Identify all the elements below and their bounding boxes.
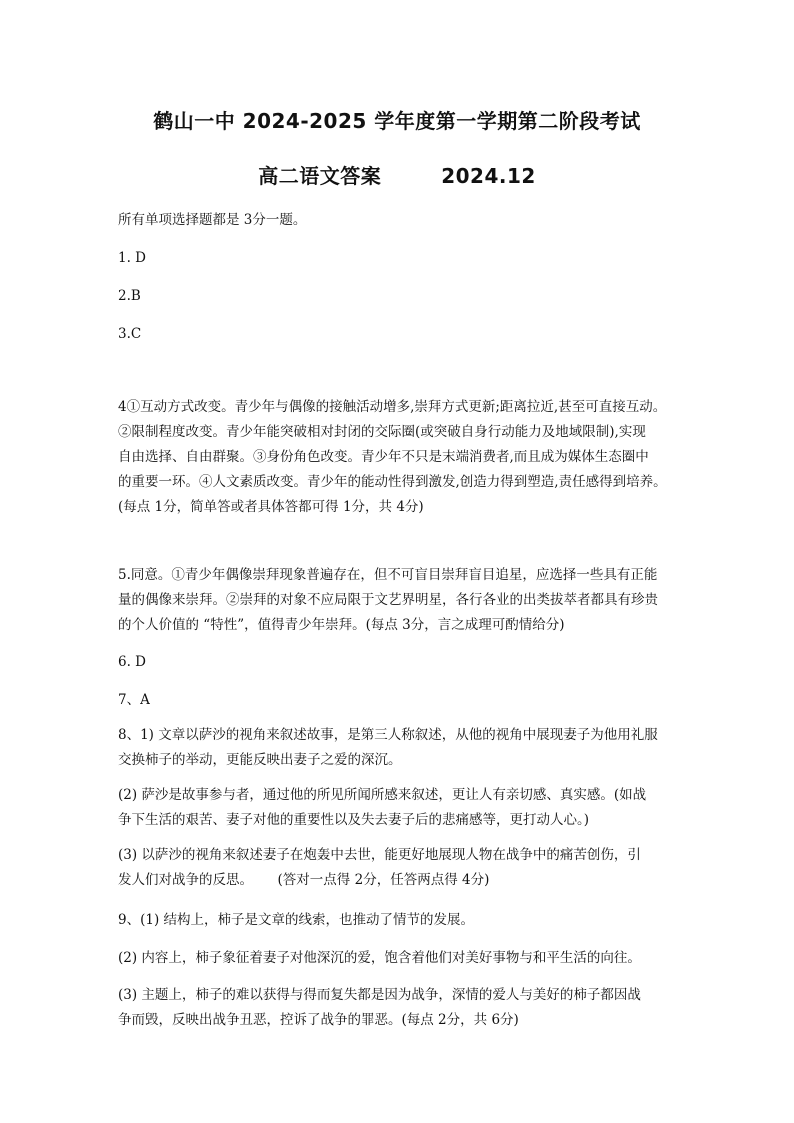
subtitle-text: 高二语文答案: [258, 164, 382, 188]
answer-q8-line: 8、1) 文章以萨沙的视角来叙述故事，是第三人称叙述，从他的视角中展现妻子为他用礼服: [118, 727, 658, 743]
answer-q4-line: ②限制程度改变。青少年能突破相对封闭的交际圈(或突破自身行动能力及地域限制),实现: [118, 424, 646, 440]
answer-q8-line: (2) 萨沙是故事参与者，通过他的所见所闻所感来叙述，更让人有亲切感、真实感。(如战: [118, 787, 647, 803]
answer-q9-part1: 9、(1) 结构上，柿子是文章的线索，也推动了情节的发展。: [118, 912, 475, 928]
answer-q3: 3.C: [118, 326, 142, 342]
answer-q5-line: 5.同意。①青少年偶像崇拜现象普遍存在，但不可盲目崇拜盲目追星，应选择一些具有正能: [118, 567, 658, 583]
answer-q8-line: (3) 以萨沙的视角来叙述妻子在炮轰中去世，能更好地展现人物在战争中的痛苦创伤，引: [118, 847, 641, 863]
answer-q5-line: 的个人价值的 “特性”，值得青少年崇拜。(每点 3分，言之成理可酌情给分): [118, 617, 565, 633]
exam-title: 鹤山一中 2024-2025 学年度第一学期第二阶段考试: [153, 109, 641, 133]
answer-q7: 7、A: [118, 692, 150, 708]
intro-text: 所有单项选择题都是 3分一题。: [118, 212, 307, 228]
exam-subtitle: [0, 160, 794, 189]
answer-q4-line: 4①互动方式改变。青少年与偶像的接触活动增多,崇拜方式更新;距离拉近,甚至可直接互动。: [118, 399, 667, 415]
answer-q8-line: 争下生活的艰苦、妻子对他的重要性以及失去妻子后的悲痛感等，更打动人心。): [118, 812, 590, 828]
answer-q9-part3: [118, 983, 690, 1033]
answer-q5-line: 量的偶像来崇拜。②崇拜的对象不应局限于文艺界明星，各行各业的出类拔萃者都具有珍贵: [118, 592, 658, 608]
answer-q6: 6. D: [118, 654, 146, 670]
answer-q4: [118, 395, 690, 520]
answer-q9-part2: (2) 内容上，柿子象征着妻子对他深沉的爱，饱含着他们对美好事物与和平生活的向往。: [118, 950, 641, 966]
exam-date: 2024.12: [441, 164, 536, 188]
answer-q8-part2: [118, 783, 690, 833]
answer-q5: [118, 563, 690, 638]
answer-q8-part1: [118, 723, 690, 773]
answer-q9-line: (3) 主题上，柿子的难以获得与得而复失都是因为战争，深情的爱人与美好的柿子都因战: [118, 987, 641, 1003]
answer-q8-line: 交换柿子的举动，更能反映出妻子之爱的深沉。: [118, 752, 402, 768]
answer-q8-line: 发人们对战争的反思。 (答对一点得 2分，任答两点得 4分): [118, 872, 490, 888]
answer-q8-part3: [118, 843, 690, 893]
answer-q4-line: 的重要一环。④人文素质改变。青少年的能动性得到激发,创造力得到塑造,责任感得到培养。: [118, 474, 667, 490]
answer-q4-line: 自由选择、自由群聚。③身份角色改变。青少年不只是末端消费者,而且成为媒体生态圈中: [118, 449, 649, 465]
answer-q1: 1. D: [118, 250, 146, 266]
answer-q4-line: (每点 1分，简单答或者具体答都可得 1分，共 4分): [118, 499, 424, 515]
answer-q9-line: 争而毁，反映出战争丑恶，控诉了战争的罪恶。(每点 2分，共 6分): [118, 1012, 519, 1028]
answer-q2: 2.B: [118, 288, 141, 304]
